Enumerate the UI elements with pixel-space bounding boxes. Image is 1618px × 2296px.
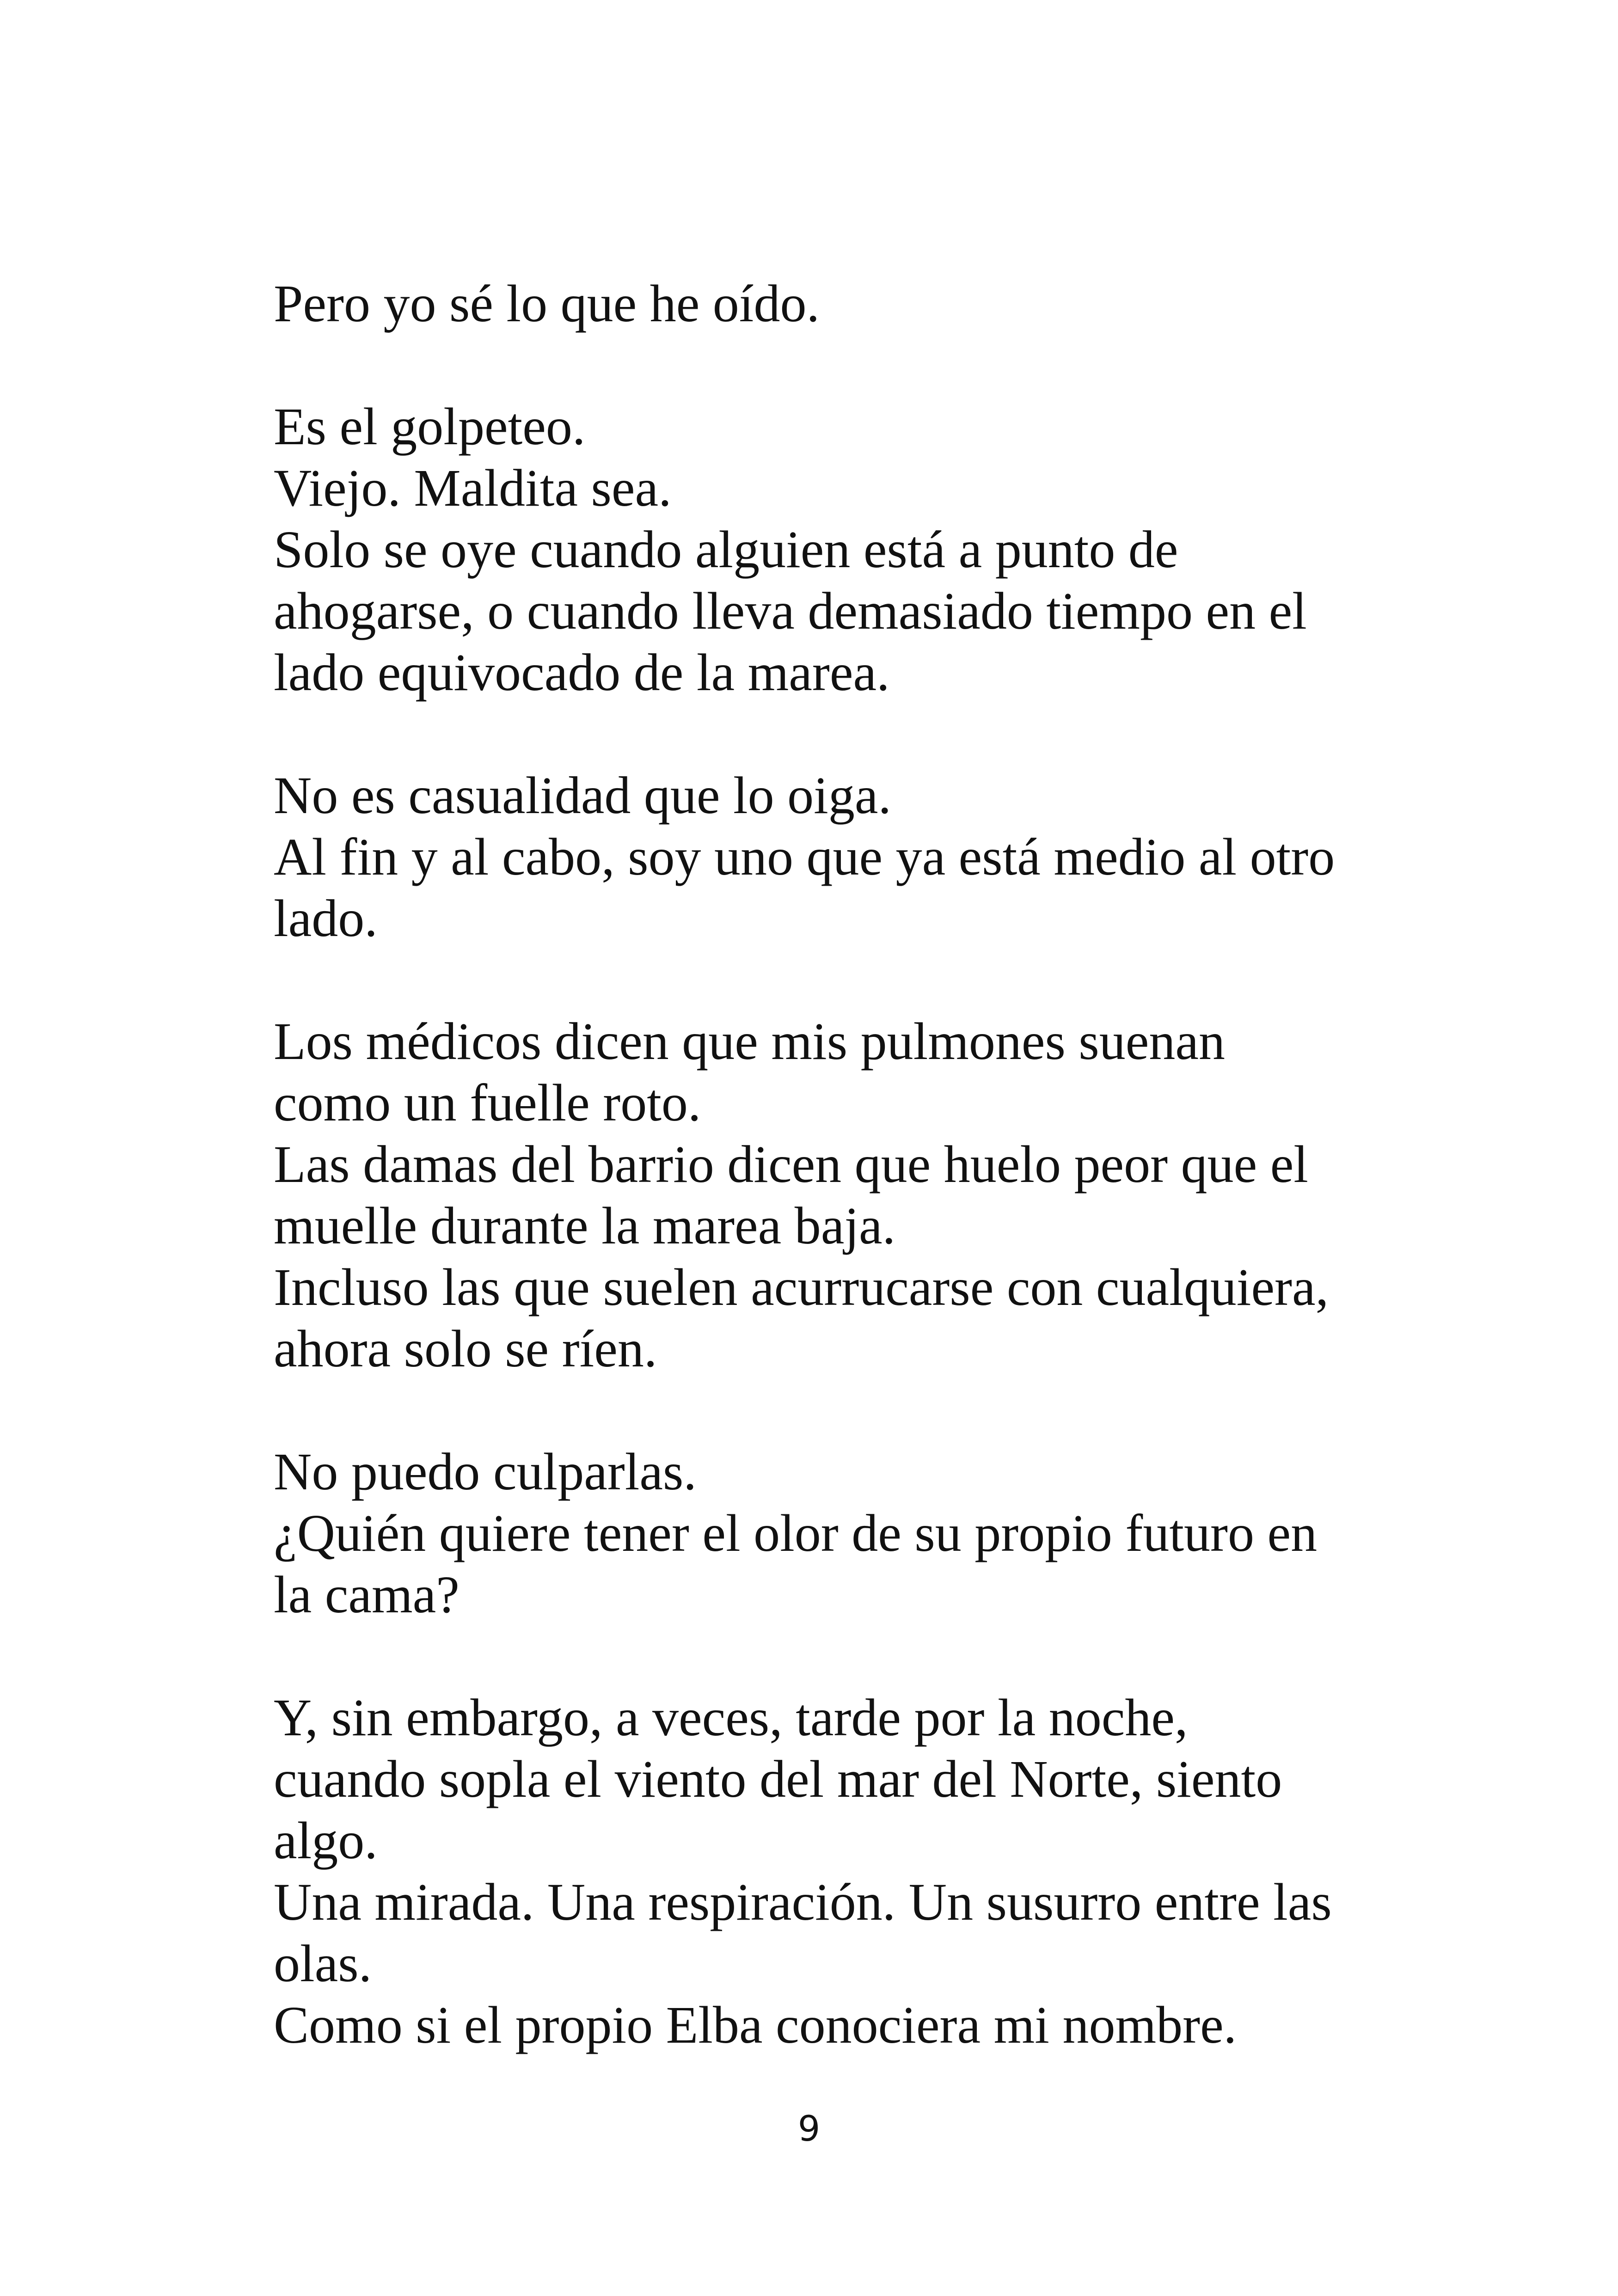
text-line: ahogarse, o cuando lleva demasiado tiempo en el: [274, 582, 1307, 640]
text-line: Es el golpeteo.: [274, 397, 586, 456]
text-line: Incluso las que suelen acurrucarse con cualquiera,: [274, 1258, 1329, 1316]
text-line: Solo se oye cuando alguien está a punto de: [274, 520, 1178, 579]
text-line: algo.: [274, 1811, 378, 1870]
text-line: cuando sopla el viento del mar del Norte, siento: [274, 1750, 1282, 1808]
text-line: Como si el propio Elba conociera mi nombre.: [274, 1996, 1237, 2054]
text-line: la cama?: [274, 1565, 460, 1624]
text-line: lado equivocado de la marea.: [274, 643, 890, 702]
text-line: No puedo culparlas.: [274, 1442, 697, 1501]
text-line: Una mirada. Una respiración. Un susurro entre las: [274, 1873, 1332, 1931]
paragraph-4: [274, 1010, 1383, 1379]
text-line: Al fin y al cabo, soy uno que ya está medio al otro: [274, 827, 1335, 886]
text-line: Y, sin embargo, a veces, tarde por la noche,: [274, 1688, 1188, 1747]
page-number: 9: [797, 2108, 821, 2149]
text-line: olas.: [274, 1934, 372, 1993]
paragraph-6: [274, 1687, 1383, 2056]
paragraph-3: [274, 765, 1383, 949]
text-line: muelle durante la marea baja.: [274, 1196, 896, 1255]
body-text: [274, 273, 1383, 2117]
paragraph-1: [274, 273, 1383, 334]
text-line: ahora solo se ríen.: [274, 1319, 657, 1378]
text-line: Viejo. Maldita sea.: [274, 459, 672, 517]
text-line: lado.: [274, 889, 378, 948]
paragraph-2: [274, 396, 1383, 703]
text-line: No es casualidad que lo oiga.: [274, 766, 891, 825]
text-line: Las damas del barrio dicen que huelo peor que el: [274, 1135, 1308, 1194]
text-line: como un fuelle roto.: [274, 1073, 701, 1132]
text-line: Los médicos dicen que mis pulmones suenan: [274, 1012, 1225, 1071]
text-line: Pero yo sé lo que he oído.: [274, 274, 820, 333]
paragraph-5: [274, 1441, 1383, 1625]
text-line: ¿Quién quiere tener el olor de su propio futuro en: [274, 1504, 1318, 1562]
